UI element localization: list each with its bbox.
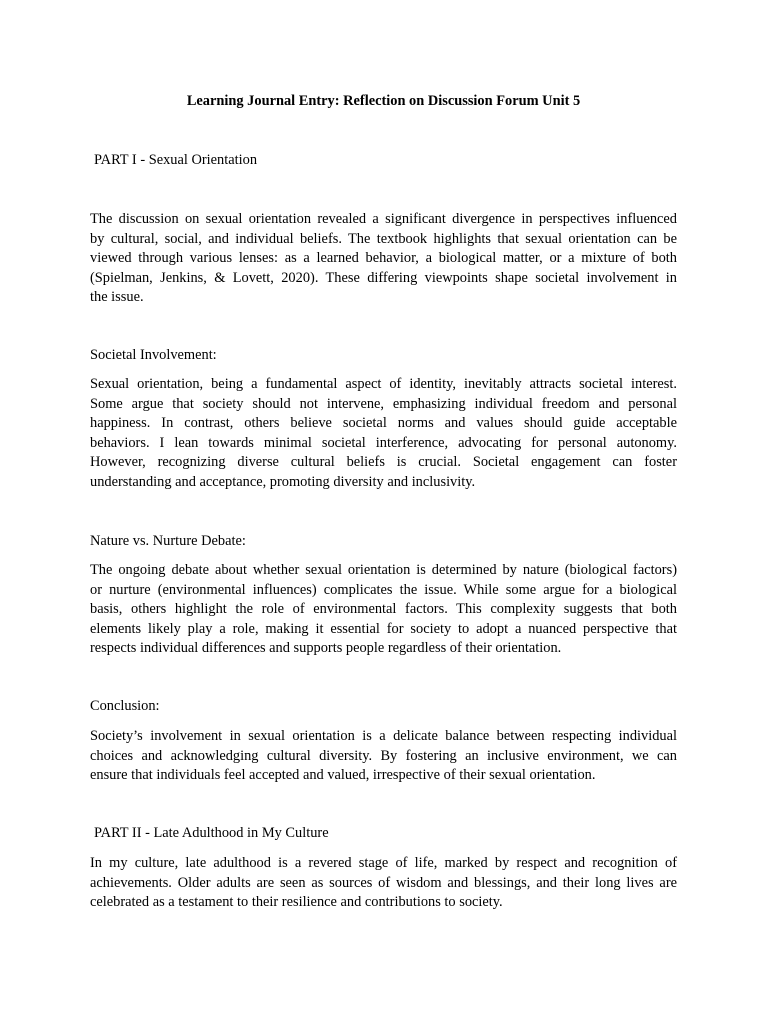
nature-nurture-paragraph [90, 561, 677, 659]
paragraph-line: viewed through various lenses: as a learned behavior, a biological matter, or a mixture of both [90, 250, 677, 266]
paragraph-line: The discussion on sexual orientation revealed a significant divergence in perspectives influenced [90, 211, 677, 227]
paragraph-line: achievements. Older adults are seen as sources of wisdom and blessings, and their long lives are [90, 874, 677, 891]
part-1-intro-paragraph [90, 210, 677, 308]
paragraph-line: by cultural, social, and individual beliefs. The textbook highlights that sexual orientation can be [90, 230, 677, 247]
societal-involvement-heading: Societal Involvement: [90, 347, 217, 363]
paragraph-line: However, recognizing diverse cultural beliefs is crucial. Societal engagement can foster [90, 454, 677, 470]
paragraph-line: choices and acknowledging cultural diversity. By fostering an inclusive environment, we can [90, 747, 677, 764]
document-title: Learning Journal Entry: Reflection on Discussion Forum Unit 5 [186, 93, 581, 109]
paragraph-line: elements likely play a role, making it essential for society to adopt a nuanced perspective that [90, 620, 677, 637]
paragraph-line: (Spielman, Jenkins, & Lovett, 2020). These differing viewpoints shape societal involvement in [90, 269, 677, 286]
paragraph-line: The ongoing debate about whether sexual orientation is determined by nature (biological factors) [90, 562, 677, 578]
paragraph-line: Society’s involvement in sexual orientation is a delicate balance between respecting individual [90, 728, 677, 744]
paragraph-line: basis, others highlight the role of environmental factors. This complexity suggests that both [90, 601, 677, 617]
paragraph-line: In my culture, late adulthood is a revered stage of life, marked by respect and recognition of [90, 855, 677, 871]
paragraph-line: happiness. In contrast, others believe societal norms and values should guide acceptable [90, 415, 677, 431]
paragraph-line: ensure that individuals feel accepted and valued, irrespective of their sexual orientation. [90, 767, 596, 783]
paragraph-line: respects individual differences and supports people regardless of their orientation. [90, 640, 562, 656]
part-1-heading: PART I - Sexual Orientation [94, 152, 258, 168]
part-2-heading: PART II - Late Adulthood in My Culture [94, 825, 329, 841]
paragraph-line: behaviors. I lean towards minimal societal interference, advocating for personal autonomy. [90, 434, 677, 451]
late-adulthood-paragraph [90, 854, 677, 913]
paragraph-line: understanding and acceptance, promoting diversity and inclusivity. [90, 473, 476, 490]
conclusion-paragraph [90, 727, 677, 786]
conclusion-heading: Conclusion: [90, 698, 160, 714]
nature-nurture-heading: Nature vs. Nurture Debate: [90, 533, 246, 549]
paragraph-line: Sexual orientation, being a fundamental aspect of identity, inevitably attracts societal interest. [90, 376, 677, 392]
paragraph-line: celebrated as a testament to their resilience and contributions to society. [90, 894, 503, 910]
paragraph-line: the issue. [90, 289, 144, 305]
societal-involvement-paragraph [90, 375, 677, 492]
paragraph-line: or nurture (environmental influences) complicates the issue. While some argue for a biological [90, 581, 677, 598]
paragraph-line: Some argue that society should not intervene, emphasizing individual freedom and personal [90, 395, 677, 412]
